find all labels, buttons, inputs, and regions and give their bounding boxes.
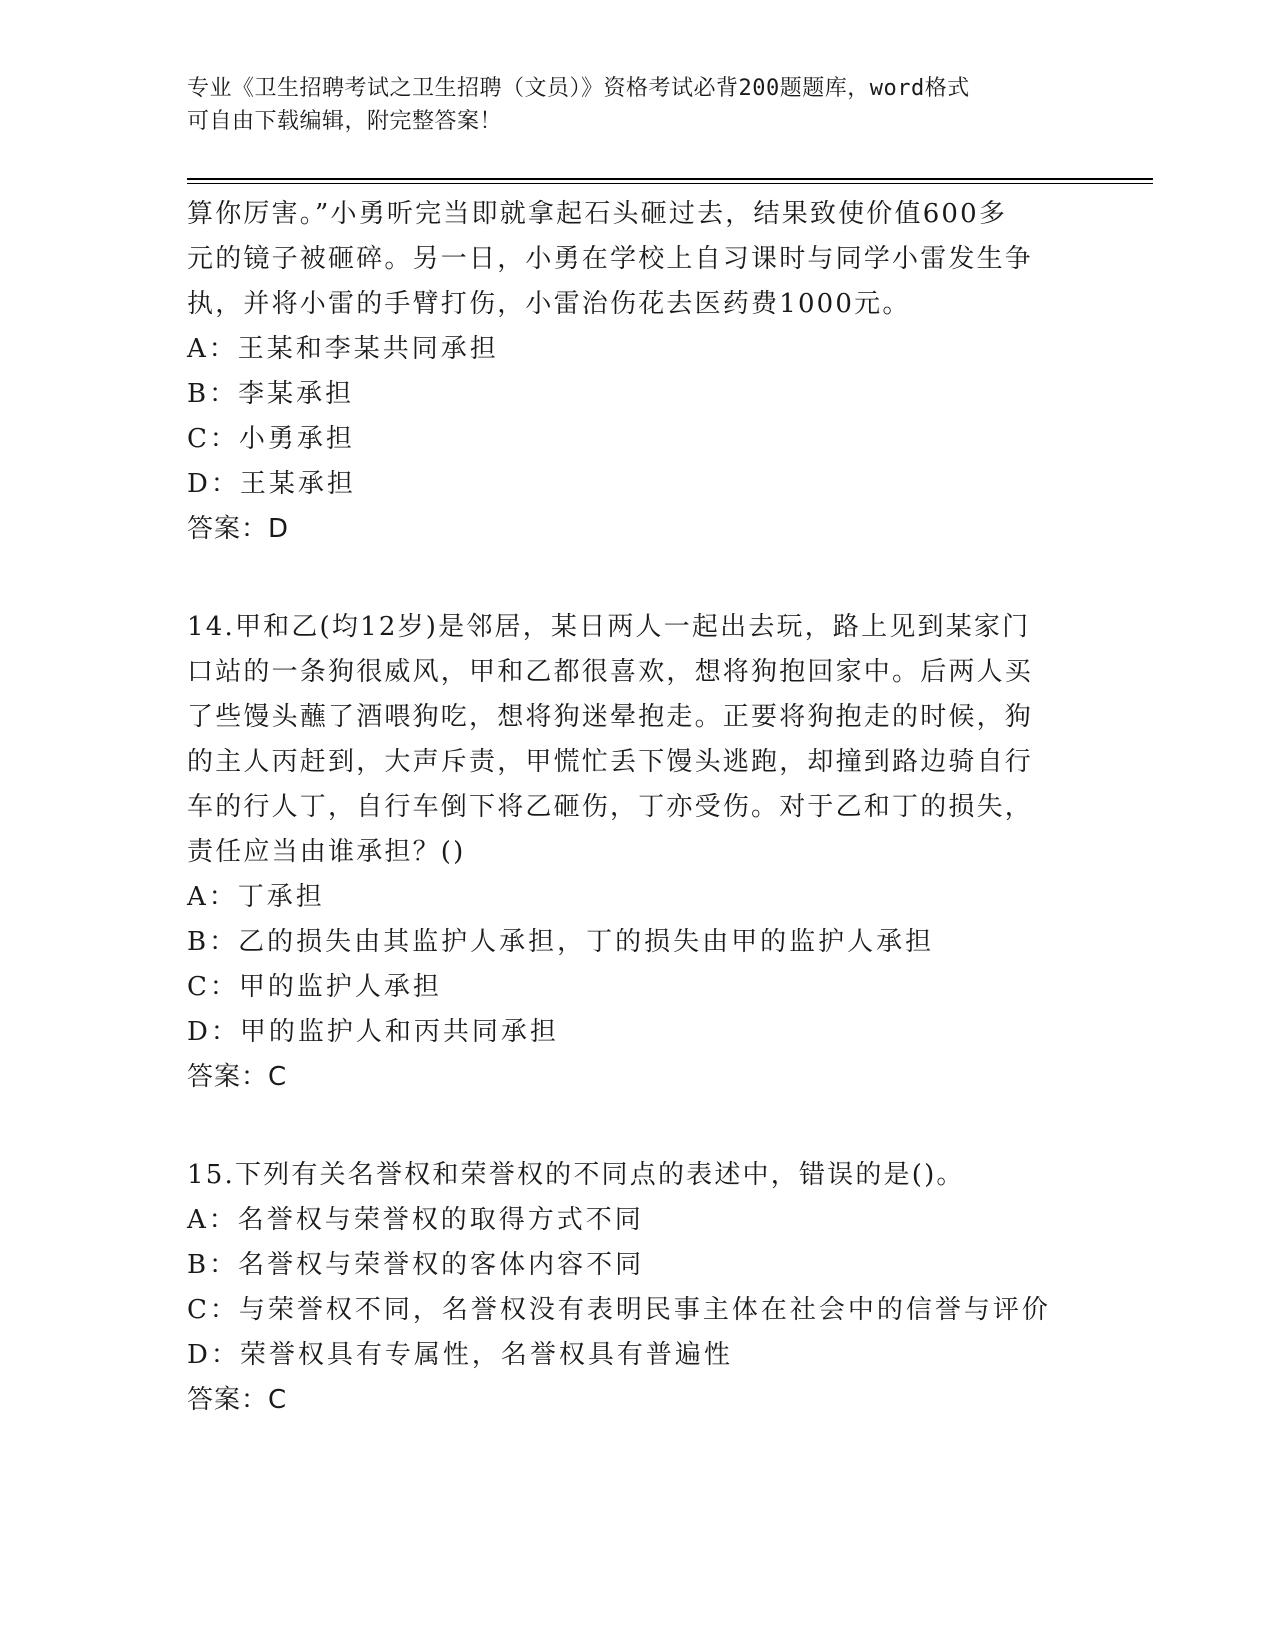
question-15 (187, 1153, 1077, 1423)
option-b: B：名誉权与荣誉权的客体内容不同 (187, 1250, 645, 1280)
question-stem-line: 的主人丙赶到，大声斥责，甲慌忙丢下馒头逃跑，却撞到路边骑自行 (187, 747, 1034, 777)
question-13 (187, 192, 1077, 552)
option-c: C：与荣誉权不同，名誉权没有表明民事主体在社会中的信誉与评价 (187, 1295, 1051, 1325)
option-b: B：乙的损失由其监护人承担，丁的损失由甲的监护人承担 (187, 927, 935, 957)
question-stem-line: 算你厉害。”小勇听完当即就拿起石头砸过去，结果致使价值600多 (187, 199, 1008, 229)
option-b: B：李某承担 (187, 379, 355, 409)
question-stem-line: 14.甲和乙(均12岁)是邻居，某日两人一起出去玩，路上见到某家门 (187, 612, 1031, 642)
header-rule-thin (187, 183, 1153, 184)
question-stem-line: 15.下列有关名誉权和荣誉权的不同点的表述中，错误的是()。 (187, 1160, 965, 1190)
question-14 (187, 605, 1077, 1100)
question-stem-line: 口站的一条狗很威风，甲和乙都很喜欢，想将狗抱回家中。后两人买 (187, 657, 1034, 687)
question-stem-line: 执，并将小雷的手臂打伤，小雷治伤花去医药费1000元。 (187, 289, 911, 319)
question-stem-line: 车的行人丁，自行车倒下将乙砸伤，丁亦受伤。对于乙和丁的损失， (187, 792, 1034, 822)
document-header (187, 72, 1067, 138)
header-line-2: 可自由下载编辑，附完整答案！ (187, 109, 503, 134)
header-rule-thick (187, 178, 1153, 180)
question-stem-line: 了些馒头蘸了酒喂狗吃，想将狗迷晕抱走。正要将狗抱走的时候，狗 (187, 702, 1034, 732)
option-d: D：王某承担 (187, 469, 356, 499)
question-content (187, 192, 1077, 1423)
answer-label: 答案：C (187, 1062, 288, 1092)
question-stem-line: 元的镜子被砸碎。另一日，小勇在学校上自习课时与同学小雷发生争 (187, 244, 1034, 274)
question-stem-line: 责任应当由谁承担？() (187, 837, 466, 867)
answer-label: 答案：C (187, 1385, 288, 1415)
option-a: A：丁承担 (187, 882, 325, 912)
header-line-1: 专业《卫生招聘考试之卫生招聘（文员）》资格考试必背200题题库，word格式 (187, 76, 970, 101)
answer-label: 答案：D (187, 514, 290, 544)
option-d: D：甲的监护人和丙共同承担 (187, 1017, 559, 1047)
option-a: A：王某和李某共同承担 (187, 334, 499, 364)
option-d: D：荣誉权具有专属性，名誉权具有普遍性 (187, 1340, 733, 1370)
option-c: C：甲的监护人承担 (187, 972, 442, 1002)
option-a: A：名誉权与荣誉权的取得方式不同 (187, 1205, 644, 1235)
option-c: C：小勇承担 (187, 424, 355, 454)
